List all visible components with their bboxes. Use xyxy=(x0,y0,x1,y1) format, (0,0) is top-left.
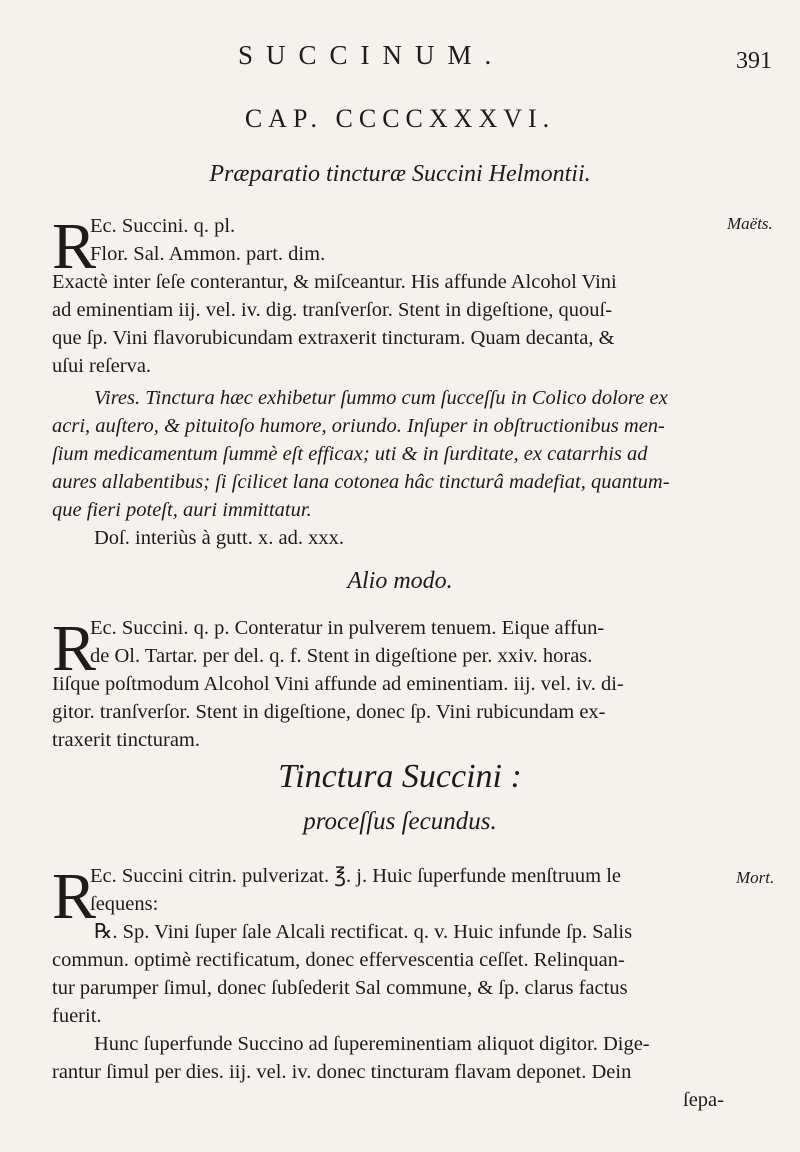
text-line: Flor. Sal. Ammon. part. dim. xyxy=(90,243,326,265)
chapter-heading: CAP. CCCCXXXVI. xyxy=(244,104,556,133)
text-line: Hunc ſuperfunde Succino ad ſupereminentiam aliquot digitor. Dige- xyxy=(94,1033,650,1055)
text-line: de Ol. Tartar. per del. q. f. Stent in digeſtione per. xxiv. horas. xyxy=(90,645,593,667)
recipe-section-1 xyxy=(52,212,732,380)
page-number: 391 xyxy=(736,48,772,74)
text-line: Ec. Succini. q. pl. xyxy=(90,215,236,237)
tinctura-heading: Tinctura Succini : xyxy=(278,758,522,795)
text-line: Doſ. interiùs à gutt. x. ad. xxx. xyxy=(94,527,344,549)
text-line: Iiſque poſtmodum Alcohol Vini affunde ad eminentiam. iij. vel. iv. di- xyxy=(52,673,624,695)
alio-modo-heading: Alio modo. xyxy=(347,568,453,594)
text-line: Ec. Succini citrin. pulverizat. ℥. j. Huic ſuperfunde menſtruum le xyxy=(90,865,622,887)
text-line: traxerit tincturam. xyxy=(52,729,200,751)
recipe-section-2 xyxy=(52,614,732,754)
drop-cap-2: R xyxy=(52,612,97,685)
text-line: que fieri poteſt, auri immittatur. xyxy=(52,499,312,521)
running-header xyxy=(0,40,800,80)
vires-paragraph xyxy=(52,384,732,552)
text-line: aures allabentibus; ſi ſcilicet lana cotonea hâc tincturâ madefiat, quantum- xyxy=(52,471,670,493)
text-line: que ſp. Vini flavorubicundam extraxerit tincturam. Quam decanta, & xyxy=(52,327,615,349)
drop-cap-1: R xyxy=(52,210,97,283)
text-line: acri, auſtero, & pituitoſo humore, oriundo. Inſuper in obſtructionibus men- xyxy=(52,415,665,437)
text-line: gitor. tranſverſor. Stent in digeſtione, donec ſp. Vini rubicundam ex- xyxy=(52,701,606,723)
text-line: Exactè inter ſeſe conterantur, & miſceantur. His affunde Alcohol Vini xyxy=(52,271,617,293)
text-line: ſequens: xyxy=(90,893,159,915)
running-title: SUCCINUM. xyxy=(238,40,505,70)
text-line: Ec. Succini. q. p. Conteratur in pulverem tenuem. Eique affun- xyxy=(90,617,605,639)
text-line: ℞. Sp. Vini ſuper ſale Alcali rectificat. q. v. Huic infunde ſp. Salis xyxy=(94,921,633,943)
text-line: commun. optimè rectificatum, donec effervescentia ceſſet. Relinquan- xyxy=(52,949,625,971)
text-line: ad eminentiam iij. vel. iv. dig. tranſverſor. Stent in digeſtione, quouſ- xyxy=(52,299,613,321)
text-line: uſui reſerva. xyxy=(52,355,152,377)
recipe-section-3 xyxy=(52,862,732,1114)
processus-heading: proceſſus ſecundus. xyxy=(303,808,497,835)
text-line: Vires. Tinctura hæc exhibetur ſummo cum ſucceſſu in Colico dolore ex xyxy=(94,387,668,409)
text-line: fuerit. xyxy=(52,1005,102,1027)
drop-cap-3: R xyxy=(52,860,97,933)
margin-note-mort: Mort. xyxy=(736,868,775,887)
text-line: ſium medicamentum ſummè eſt efficax; uti & in ſurditate, ex catarrhis ad xyxy=(52,443,648,465)
catchword: ſepa- xyxy=(683,1089,724,1111)
margin-note-maets: Maëts. xyxy=(727,214,773,233)
text-line: tur parumper ſimul, donec ſubſederit Sal commune, & ſp. clarus factus xyxy=(52,977,628,999)
text-line: rantur ſimul per dies. iij. vel. iv. donec tincturam flavam deponet. Dein xyxy=(52,1061,632,1083)
chapter-subtitle: Præparatio tincturæ Succini Helmontii. xyxy=(209,161,591,187)
